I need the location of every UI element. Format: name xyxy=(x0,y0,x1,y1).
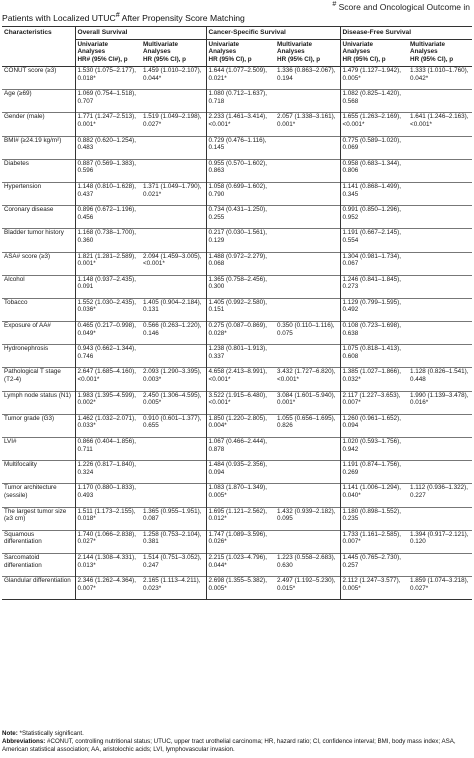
row-value-cell xyxy=(141,275,206,298)
row-value-cell xyxy=(408,252,472,275)
row-value-cell: 1.304 (0.981–1.734), 0.067 xyxy=(340,252,408,275)
row-value-cell: 3.084 (1.601–5.940), 0.001* xyxy=(277,391,336,407)
row-value-cell: 0.955 (0.570–1.602), 0.863 xyxy=(206,159,275,182)
row-value-cell: 0.108 (0.723–1.698), 0.638 xyxy=(340,322,408,345)
row-value-cell: 1.148 (0.810–1.628), 0.437 xyxy=(75,182,141,205)
row-value-cell xyxy=(275,298,340,321)
header-hr-os-multi: HR (95% CI), p xyxy=(141,55,206,67)
row-value-cell: 1.191 (0.874–1.756), 0.269 xyxy=(340,461,408,484)
row-value-cell: 1.058 (0.699–1.602), 0.790 xyxy=(206,182,275,205)
row-value-cell xyxy=(141,206,206,229)
row-value-cell: 1.258 (0.753–2.104), 0.381 xyxy=(143,530,202,546)
row-value-cell xyxy=(408,275,472,298)
row-value-cell: 0.350 (0.110–1.116), 0.075 xyxy=(277,322,335,337)
row-value-cell: 1.129 (0.799–1.595), 0.492 xyxy=(340,298,408,321)
row-value-cell xyxy=(275,345,340,368)
table-row xyxy=(2,322,472,345)
row-value-cell: 1.983 (1.395–4.599), 0.002* xyxy=(75,391,141,414)
row-value-cell: 1.112 (0.936–1.322), 0.227 xyxy=(410,484,469,499)
row-value-cell: 2.112 (1.247–3.577), 0.005* xyxy=(340,577,408,600)
row-value-cell: 2.647 (1.685–4.160), <0.001* xyxy=(75,368,141,391)
row-value-cell: 1.246 (0.841–1.845), 0.273 xyxy=(340,275,408,298)
row-value-cell: 1.432 (0.939–2.182), 0.095 xyxy=(277,507,336,523)
row-characteristic: Hypertension xyxy=(4,182,42,190)
row-value-cell: 1.484 (0.935–2.356), 0.094 xyxy=(206,461,275,484)
row-characteristic: BMI# (≥24.19 kg/m²) xyxy=(4,136,62,144)
table-row xyxy=(2,90,472,113)
row-value-cell: 0.775 (0.589–1.020), 0.069 xyxy=(340,136,408,159)
row-value-cell xyxy=(275,275,340,298)
label-univariate: Univariate xyxy=(77,41,108,48)
row-value-cell: 1.141 (1.006–1.294), 0.040* xyxy=(340,484,408,507)
row-value-cell: 0.217 (0.030–1.561), 0.129 xyxy=(206,229,275,252)
row-value-cell: 1.990 (1.139–3.478), 0.016* xyxy=(410,391,469,407)
row-characteristic: The largest tumor size (≥3 cm) xyxy=(4,507,67,523)
table-notes xyxy=(2,730,472,754)
row-value-cell: 0.729 (0.476–1.116), 0.145 xyxy=(206,136,275,159)
row-value-cell xyxy=(141,136,206,159)
header-css-multivariate xyxy=(275,40,340,56)
row-value-cell: 2.093 (1.290–3.395), 0.003* xyxy=(143,368,202,384)
label-analyses: Analyses xyxy=(410,48,438,55)
row-value-cell: 1.740 (1.066–2.838), 0.027* xyxy=(75,530,141,553)
note-line xyxy=(2,730,472,738)
header-hr-dfs-uni: HR (95% CI), p xyxy=(340,55,408,67)
row-value-cell: 4.658 (2.413–8.991), <0.001* xyxy=(206,368,275,391)
row-value-cell: 1.519 (1.049–2.198), 0.027* xyxy=(143,113,202,128)
row-value-cell: 2.450 (1.306–4.595), 0.005* xyxy=(143,391,202,407)
row-value-cell: 0.896 (0.672–1.196), 0.456 xyxy=(75,206,141,229)
row-value-cell: 1.394 (0.917–2.121), 0.120 xyxy=(410,530,469,546)
row-value-cell xyxy=(275,530,340,553)
row-value-cell: 1.226 (0.817–1.840), 0.324 xyxy=(75,461,141,484)
row-value-cell: 1.365 (0.955–1.951), 0.087 xyxy=(143,507,202,523)
table-row xyxy=(2,67,472,90)
header-hr-os-uni: HR# (95% CI#), p xyxy=(75,55,141,67)
row-characteristic: Tobacco xyxy=(4,298,28,306)
table-row xyxy=(2,182,472,205)
abbreviations-line xyxy=(2,738,472,754)
row-value-cell: 1.488 (0.972–2.279), 0.068 xyxy=(206,252,275,275)
row-characteristic: Coronary disease xyxy=(4,206,54,214)
row-value-cell: 1.821 (1.281–2.589), 0.001* xyxy=(75,252,141,275)
row-value-cell xyxy=(408,414,472,437)
abbreviations-label: Abbreviations: xyxy=(2,738,46,745)
row-value-cell: 2.165 (1.113–4.211), 0.023* xyxy=(143,577,201,592)
row-value-cell: 0.465 (0.217–0.998), 0.049* xyxy=(75,322,141,345)
header-hr-dfs-multi: HR (95% CI), p xyxy=(408,55,472,67)
row-value-cell: 1.479 (1.127–1.942), 0.005* xyxy=(340,67,408,90)
row-value-cell: 1.405 (0.904–2.184), 0.131 xyxy=(143,298,202,314)
row-value-cell: 1.083 (1.870–1.349), 0.005* xyxy=(206,484,275,507)
note-text: *Statistically significant. xyxy=(17,730,84,737)
row-value-cell: 3.522 (1.915–6.480), <0.001* xyxy=(206,391,275,414)
row-value-cell: 1.067 (0.466–2.444), 0.878 xyxy=(206,438,275,461)
row-value-cell: 1.020 (0.593–1.756), 0.942 xyxy=(340,438,408,461)
table-row xyxy=(2,391,472,414)
row-value-cell: 0.943 (0.662–1.344), 0.746 xyxy=(75,345,141,368)
row-value-cell: 1.405 (0.992–2.580), 0.151 xyxy=(206,298,275,321)
label-univariate: Univariate xyxy=(342,41,373,48)
header-os-univariate xyxy=(75,40,141,56)
table-row xyxy=(2,530,472,553)
row-value-cell: 1.128 (0.826–1.541), 0.448 xyxy=(410,368,469,384)
header-hr-css-multi: HR (95% CI), p xyxy=(275,55,340,67)
header-disease-free-survival: Disease-Free Survival xyxy=(340,27,472,40)
results-table xyxy=(2,26,472,600)
table-row xyxy=(2,507,472,530)
table-row xyxy=(2,229,472,252)
row-value-cell: 1.141 (0.868–1.499), 0.345 xyxy=(340,182,408,205)
table-row xyxy=(2,136,472,159)
row-value-cell xyxy=(275,90,340,113)
row-value-cell: 2.215 (1.023–4.796), 0.044* xyxy=(206,553,275,576)
row-value-cell: 0.958 (0.683–1.344), 0.806 xyxy=(340,159,408,182)
row-characteristic: Age (≥69) xyxy=(4,90,32,98)
header-hr-css-uni: HR (95% CI), p xyxy=(206,55,275,67)
row-value-cell: 1.075 (0.818–1.413), 0.608 xyxy=(340,345,408,368)
row-characteristic: ASA# score (≥3) xyxy=(4,252,51,260)
row-value-cell: 1.514 (0.751–3.052), 0.247 xyxy=(143,553,202,569)
label-multivariate: Multivariate xyxy=(143,41,178,48)
row-value-cell: 1.336 (0.863–2.067), 0.194 xyxy=(277,67,336,82)
table-body xyxy=(2,67,472,600)
abbreviations-text: #CONUT, controlling nutritional status; UTUC, upper tract urothelial carcinoma; HR, hazard ratio; CI, confidence interval; BMI, body mass index; ASA, American statistical association; AA, aristolochic acids; LVI, lymphovascular invasion. xyxy=(2,738,456,753)
row-value-cell: 2.144 (1.308–4.331), 0.013* xyxy=(75,553,141,576)
row-characteristic: Multifocality xyxy=(4,461,37,469)
label-univariate: Univariate xyxy=(208,41,239,48)
table-row xyxy=(2,113,472,136)
row-characteristic: Exposure of AA# xyxy=(4,322,51,330)
row-value-cell xyxy=(408,206,472,229)
row-value-cell: 0.910 (0.601–1.377), 0.655 xyxy=(143,414,202,430)
row-value-cell xyxy=(408,298,472,321)
row-characteristic: CONUT score (≥3) xyxy=(4,67,57,74)
row-value-cell: 0.734 (0.431–1.250), 0.255 xyxy=(206,206,275,229)
row-characteristic: Hydronephrosis xyxy=(4,345,49,353)
row-value-cell xyxy=(408,90,472,113)
row-value-cell: 2.497 (1.192–5.230), 0.015* xyxy=(277,577,336,592)
row-value-cell xyxy=(408,229,472,252)
row-value-cell: 1.641 (1.246–2.163), <0.001* xyxy=(410,113,469,128)
row-value-cell xyxy=(408,438,472,461)
row-value-cell: 3.432 (1.727–6.820), <0.001* xyxy=(277,368,336,384)
row-value-cell xyxy=(275,182,340,205)
row-characteristic: LVI# xyxy=(4,438,17,445)
row-characteristic: Sarcomatoid differentiation xyxy=(4,553,42,569)
row-value-cell: 2.057 (1.338–3.161), 0.001* xyxy=(277,113,336,128)
row-value-cell: 1.365 (0.758–2.456), 0.300 xyxy=(206,275,275,298)
row-value-cell: 1.655 (1.263–2.169), <0.001* xyxy=(340,113,408,136)
table-row xyxy=(2,461,472,484)
row-value-cell: 0.566 (0.263–1.220), 0.146 xyxy=(143,322,202,337)
row-value-cell: 1.530 (1.075–2.177), 0.018* xyxy=(75,67,141,90)
label-multivariate: Multivariate xyxy=(410,41,446,48)
row-value-cell: 1.333 (1.010–1.760), 0.042* xyxy=(410,67,469,82)
row-value-cell: 1.511 (1.173–2.155), 0.018* xyxy=(75,507,141,530)
header-cancer-specific-survival: Cancer-Specific Survival xyxy=(206,27,340,40)
header-css-univariate xyxy=(206,40,275,56)
row-value-cell xyxy=(408,159,472,182)
row-value-cell: 1.385 (1.027–1.866), 0.032* xyxy=(340,368,408,391)
label-analyses: Analyses xyxy=(208,48,237,55)
header-os-multivariate xyxy=(141,40,206,56)
row-characteristic: Gender (male) xyxy=(4,113,45,121)
row-value-cell: 1.459 (1.010–2.107), 0.044* xyxy=(143,67,202,82)
row-characteristic: Diabetes xyxy=(4,159,29,167)
row-value-cell xyxy=(275,461,340,484)
row-value-cell: 0.991 (0.850–1.296), 0.952 xyxy=(340,206,408,229)
table-row xyxy=(2,484,472,507)
row-value-cell xyxy=(275,206,340,229)
label-analyses: Analyses xyxy=(143,48,171,55)
row-value-cell: 1.260 (0.961–1.652), 0.094 xyxy=(340,414,408,437)
header-characteristics: Characteristics xyxy=(2,27,75,67)
table-caption xyxy=(2,11,245,23)
header-dfs-multivariate xyxy=(408,40,472,56)
row-value-cell: 1.445 (0.765–2.730), 0.257 xyxy=(340,553,408,576)
row-value-cell xyxy=(141,229,206,252)
row-value-cell: 1.850 (1.220–2.805), 0.004* xyxy=(206,414,275,437)
table-row xyxy=(2,368,472,391)
row-value-cell xyxy=(275,252,340,275)
row-value-cell xyxy=(141,345,206,368)
row-characteristic: Lymph node status (N1) xyxy=(4,391,71,399)
row-value-cell: 1.371 (1.049–1.790), 0.021* xyxy=(143,182,202,198)
row-value-cell: 1.168 (0.738–1.700), 0.360 xyxy=(75,229,141,252)
row-value-cell: 2.233 (1.461–3.414), <0.001* xyxy=(206,113,275,136)
row-value-cell xyxy=(141,461,206,484)
running-head-mark: # xyxy=(332,0,337,8)
row-value-cell: 1.644 (1.077–2.509), 0.021* xyxy=(206,67,275,90)
row-value-cell xyxy=(408,461,472,484)
row-value-cell: 2.698 (1.355–5.382), 0.005* xyxy=(206,577,275,600)
row-value-cell: 1.069 (0.754–1.518), 0.707 xyxy=(75,90,141,113)
row-value-cell: 1.771 (1.247–2.513), 0.001* xyxy=(75,113,141,136)
table-row xyxy=(2,345,472,368)
row-value-cell xyxy=(408,345,472,368)
header-dfs-univariate xyxy=(340,40,408,56)
row-value-cell: 1.148 (0.937–2.435), 0.091 xyxy=(75,275,141,298)
caption-mark: # xyxy=(115,11,120,19)
table-row xyxy=(2,252,472,275)
row-value-cell: 0.866 (0.404–1.856), 0.711 xyxy=(75,438,141,461)
table-row xyxy=(2,414,472,437)
row-value-cell: 1.055 (0.656–1.695), 0.826 xyxy=(277,414,336,430)
row-characteristic: Bladder tumor history xyxy=(4,229,64,237)
row-value-cell: 2.117 (1.227–3.653), 0.007* xyxy=(340,391,408,414)
row-value-cell xyxy=(141,159,206,182)
label-analyses: Analyses xyxy=(342,48,371,55)
row-value-cell: 1.223 (0.558–2.683), 0.630 xyxy=(277,553,336,569)
label-analyses: Analyses xyxy=(77,48,106,55)
label-multivariate: Multivariate xyxy=(277,41,313,48)
row-value-cell: 1.170 (0.880–1.833), 0.493 xyxy=(75,484,141,507)
row-value-cell xyxy=(408,182,472,205)
row-characteristic: Pathological T stage (T2-4) xyxy=(4,368,61,384)
row-value-cell xyxy=(141,90,206,113)
row-value-cell: 1.238 (0.801–1.913), 0.337 xyxy=(206,345,275,368)
row-value-cell: 0.275 (0.087–0.869), 0.028* xyxy=(206,322,275,345)
row-value-cell: 1.191 (0.667–2.145), 0.554 xyxy=(340,229,408,252)
row-value-cell: 1.733 (1.161–2.585), 0.007* xyxy=(340,530,408,553)
row-value-cell: 2.346 (1.262–4.364), 0.007* xyxy=(75,577,141,600)
row-value-cell: 1.552 (1.030–2.435), 0.036* xyxy=(75,298,141,321)
note-label: Note: xyxy=(2,730,18,737)
row-value-cell: 1.859 (1.074–3.218), 0.027* xyxy=(410,577,469,592)
row-value-cell: 1.082 (0.825–1.420), 0.568 xyxy=(340,90,408,113)
table-row xyxy=(2,159,472,182)
row-value-cell: 1.180 (0.898–1.552), 0.235 xyxy=(340,507,408,530)
running-head-text: Score and Oncological Outcome in xyxy=(338,1,470,12)
table-row xyxy=(2,298,472,321)
row-value-cell: 0.882 (0.620–1.254), 0.483 xyxy=(75,136,141,159)
row-value-cell: 1.747 (1.089–3.596), 0.026* xyxy=(206,530,275,553)
caption-prefix: Patients with Localized UTUC xyxy=(2,12,116,23)
row-value-cell xyxy=(141,484,206,507)
row-value-cell: 0.887 (0.569–1.383), 0.596 xyxy=(75,159,141,182)
row-value-cell xyxy=(275,438,340,461)
row-characteristic: Tumor architecture (sessile) xyxy=(4,484,57,499)
row-value-cell xyxy=(408,553,472,576)
table-row xyxy=(2,553,472,576)
running-head xyxy=(332,0,470,12)
row-characteristic: Glandular differentiation xyxy=(4,577,71,585)
row-characteristic: Tumor grade (G3) xyxy=(4,414,55,422)
row-value-cell: 1.462 (1.032–2.071), 0.033* xyxy=(75,414,141,437)
label-analyses: Analyses xyxy=(277,48,305,55)
row-value-cell xyxy=(141,438,206,461)
row-value-cell xyxy=(408,322,472,345)
row-value-cell: 1.695 (1.121–2.562), 0.012* xyxy=(206,507,275,530)
table-row xyxy=(2,438,472,461)
row-characteristic: Alcohol xyxy=(4,275,25,283)
row-value-cell: 2.094 (1.459–3.005), <0.001* xyxy=(143,252,202,268)
row-characteristic: Squamous differentiation xyxy=(4,530,42,546)
row-value-cell xyxy=(275,229,340,252)
row-value-cell xyxy=(275,159,340,182)
row-value-cell: 1.080 (0.712–1.637), 0.718 xyxy=(206,90,275,113)
row-value-cell xyxy=(275,136,340,159)
caption-suffix: After Propensity Score Matching xyxy=(119,12,245,23)
row-value-cell xyxy=(408,136,472,159)
row-value-cell xyxy=(275,484,340,507)
header-overall-survival: Overall Survival xyxy=(75,27,206,40)
row-value-cell xyxy=(408,507,472,530)
table-row xyxy=(2,275,472,298)
table-row xyxy=(2,577,472,600)
table-row xyxy=(2,206,472,229)
